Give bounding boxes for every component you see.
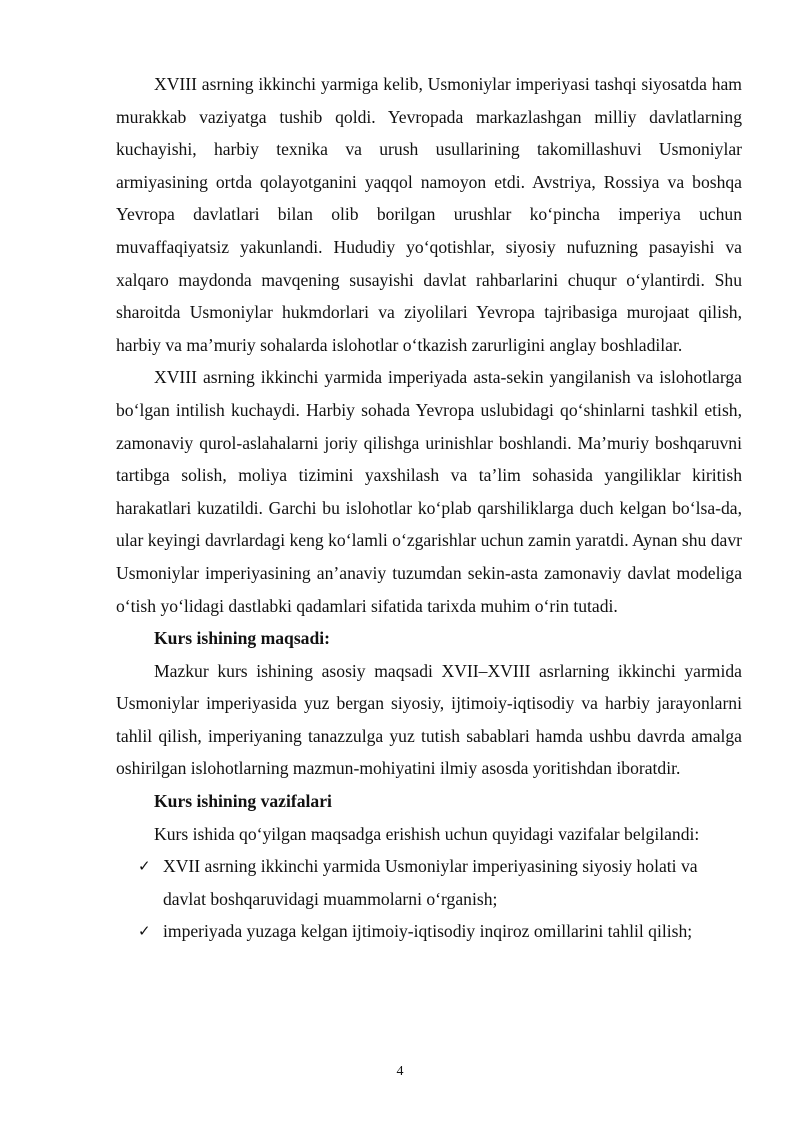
list-item-text: XVII asrning ikkinchi yarmida Usmoniylar imperiyasining siyosiy holati va davlat boshqaruvidagi muammolarni o‘rganish; [163, 856, 698, 909]
heading-course-tasks: Kurs ishining vazifalari [154, 791, 332, 812]
checkmark-icon: ✓ [138, 922, 151, 941]
list-item-text: imperiyada yuzaga kelgan ijtimoiy-iqtisodiy inqiroz omillarini tahlil qilish; [163, 921, 693, 942]
list-item [116, 915, 742, 948]
heading-course-goal: Kurs ishining maqsadi: [154, 628, 330, 649]
paragraph-tasks-intro: Kurs ishida qo‘yilgan maqsadga erishish uchun quyidagi vazifalar belgilandi: [154, 823, 700, 844]
paragraph-foreign-policy: XVIII asrning ikkinchi yarmiga kelib, Usmoniylar imperiyasi tashqi siyosatda ham murakkab vaziyatga tushib qoldi. Yevropada markazlashgan milliy davlatlarning kuchayishi, harbiy texnika va urush usullarining takomillashuvi Usmoniylar armiyasining ortda qolayotganini yaqqol namoyon etdi. Avstriya, Rossiya va boshqa Yevropa davlatlari bilan olib borilgan urushlar ko‘pincha imperiya uchun muvaffaqiyatsiz yakunlandi. Hududiy yo‘qotishlar, siyosiy nufuzning pasayishi va xalqaro maydonda mavqening susayishi davlat rahbarlarini chuqur o‘ylantirdi. Shu sharoitda Usmoniylar hukmdorlari va ziyolilari Yevropa tajribasiga murojaat qilish, harbiy va ma’muriy sohalarda islohotlar o‘tkazish zarurligini anglay boshladilar. [116, 74, 742, 355]
page-number: 4 [396, 1064, 404, 1079]
paragraph-reforms: XVIII asrning ikkinchi yarmida imperiyada asta-sekin yangilanish va islohotlarga bo‘lgan intilish kuchaydi. Harbiy sohada Yevropa uslubidagi qo‘shinlarni tashkil etish, zamonaviy qurol-aslahalarni joriy qilishga urinishlar boshlandi. Ma’muriy boshqaruvni tartibga solish, moliya tizimini yaxshilash va ta’lim sohasida yangiliklar kiritish harakatlari kuzatildi. Garchi bu islohotlar ko‘plab qarshiliklarga duch kelgan bo‘lsa-da, ular keyingi davrlardagi keng ko‘lamli o‘zgarishlar uchun zamin yaratdi. Aynan shu davr Usmoniylar imperiyasining an’anaviy tuzumdan sekin-asta zamonaviy davlat modeliga o‘tish yo‘lidagi dastlabki qadamlari sifatida tarixda muhim o‘rin tutadi. [116, 367, 742, 616]
checkmark-icon: ✓ [138, 857, 151, 876]
tasks-list [116, 850, 742, 948]
list-item [116, 850, 742, 915]
document-body [116, 68, 742, 948]
paragraph-course-goal: Mazkur kurs ishining asosiy maqsadi XVII–XVIII asrlarning ikkinchi yarmida Usmoniylar imperiyasida yuz bergan siyosiy, ijtimoiy-iqtisodiy va harbiy jarayonlarni tahlil qilish, imperiyaning tanazzulga yuz tutish sabablari hamda ushbu davrda amalga oshirilgan islohotlarning mazmun-mohiyatini ilmiy asosda yoritishdan iboratdir. [116, 660, 742, 779]
